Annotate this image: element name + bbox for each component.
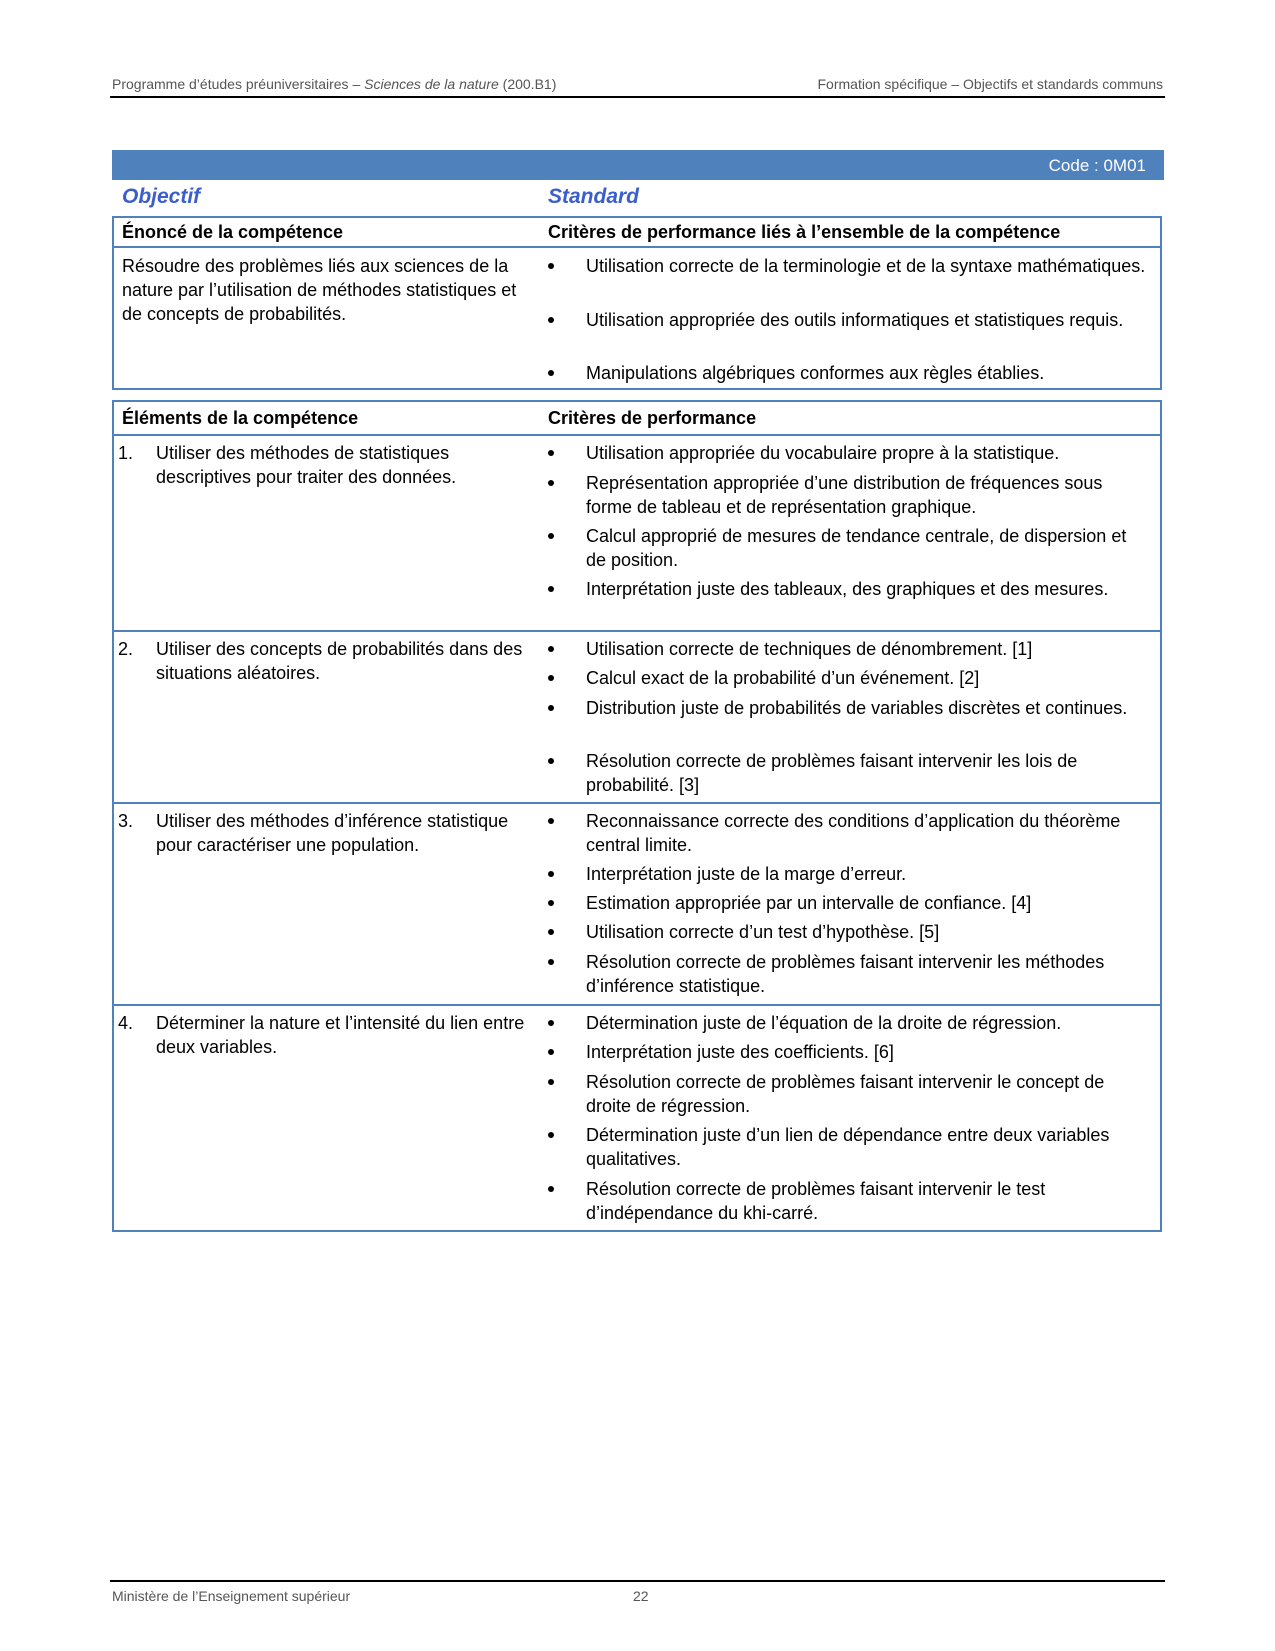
bullet-icon: [548, 1079, 554, 1085]
standard-heading: Standard: [548, 185, 640, 208]
bullet-icon: [548, 900, 554, 906]
bullet-icon: [548, 263, 554, 269]
bullet-icon: [548, 480, 554, 486]
elements-criteria-title: Critères de performance: [548, 408, 757, 428]
objective-standard-headings: [112, 183, 1164, 213]
bullet-icon: [548, 646, 554, 652]
bullet-icon: [548, 871, 554, 877]
element-text: Utiliser des méthodes de statistiques descriptives pour traiter des données.: [156, 443, 457, 487]
bullet-icon: [548, 317, 554, 323]
element-number: 2.: [118, 639, 134, 659]
row-divider: [114, 630, 1160, 632]
bullet-icon: [548, 675, 554, 681]
bullet-icon: [548, 450, 554, 456]
row-divider: [114, 1004, 1160, 1006]
element-text: Déterminer la nature et l’intensité du lien entre deux variables.: [156, 1013, 525, 1057]
competence-title: Énoncé de la compétence: [122, 222, 344, 242]
bullet-icon: [548, 533, 554, 539]
code-bar: [112, 150, 1164, 180]
page-footer: [110, 1580, 1165, 1606]
bullet-icon: [548, 1020, 554, 1026]
running-header: [110, 76, 1165, 98]
element-number: 1.: [118, 443, 134, 463]
header-program: Programme d’études préuniversitaires – Sciences de la nature (200.B1): [112, 76, 557, 92]
elements-divider: [114, 434, 1160, 436]
bullet-icon: [548, 1132, 554, 1138]
bullet-icon: [548, 818, 554, 824]
bullet-icon: [548, 370, 554, 376]
bullet-icon: [548, 929, 554, 935]
elements-title: Éléments de la compétence: [122, 408, 359, 428]
element-number: 3.: [118, 811, 134, 831]
element-text: Utiliser des méthodes d’inférence statistique pour caractériser une population.: [156, 811, 509, 855]
bullet-icon: [548, 959, 554, 965]
footer-ministry: Ministère de l’Enseignement supérieur: [112, 1588, 351, 1604]
bullet-icon: [548, 705, 554, 711]
bullet-icon: [548, 1049, 554, 1055]
element-text: Utiliser des concepts de probabilités dans des situations aléatoires.: [156, 639, 523, 683]
course-code: Code : 0M01: [1048, 156, 1146, 175]
competence-criteria-title: Critères de performance liés à l’ensemble de la compétence: [548, 222, 1061, 242]
bullet-icon: [548, 1186, 554, 1192]
row-divider: [114, 802, 1160, 804]
competence-statement: Résoudre des problèmes liés aux sciences de la nature par l’utilisation de méthodes statistiques et de concepts de probabilités.: [122, 256, 517, 324]
competence-divider: [114, 246, 1160, 248]
element-number: 4.: [118, 1013, 134, 1033]
bullet-icon: [548, 586, 554, 592]
header-section: Formation spécifique – Objectifs et standards communs: [817, 76, 1163, 92]
objectif-heading: Objectif: [122, 185, 201, 208]
bullet-icon: [548, 758, 554, 764]
page-number: 22: [633, 1588, 649, 1604]
